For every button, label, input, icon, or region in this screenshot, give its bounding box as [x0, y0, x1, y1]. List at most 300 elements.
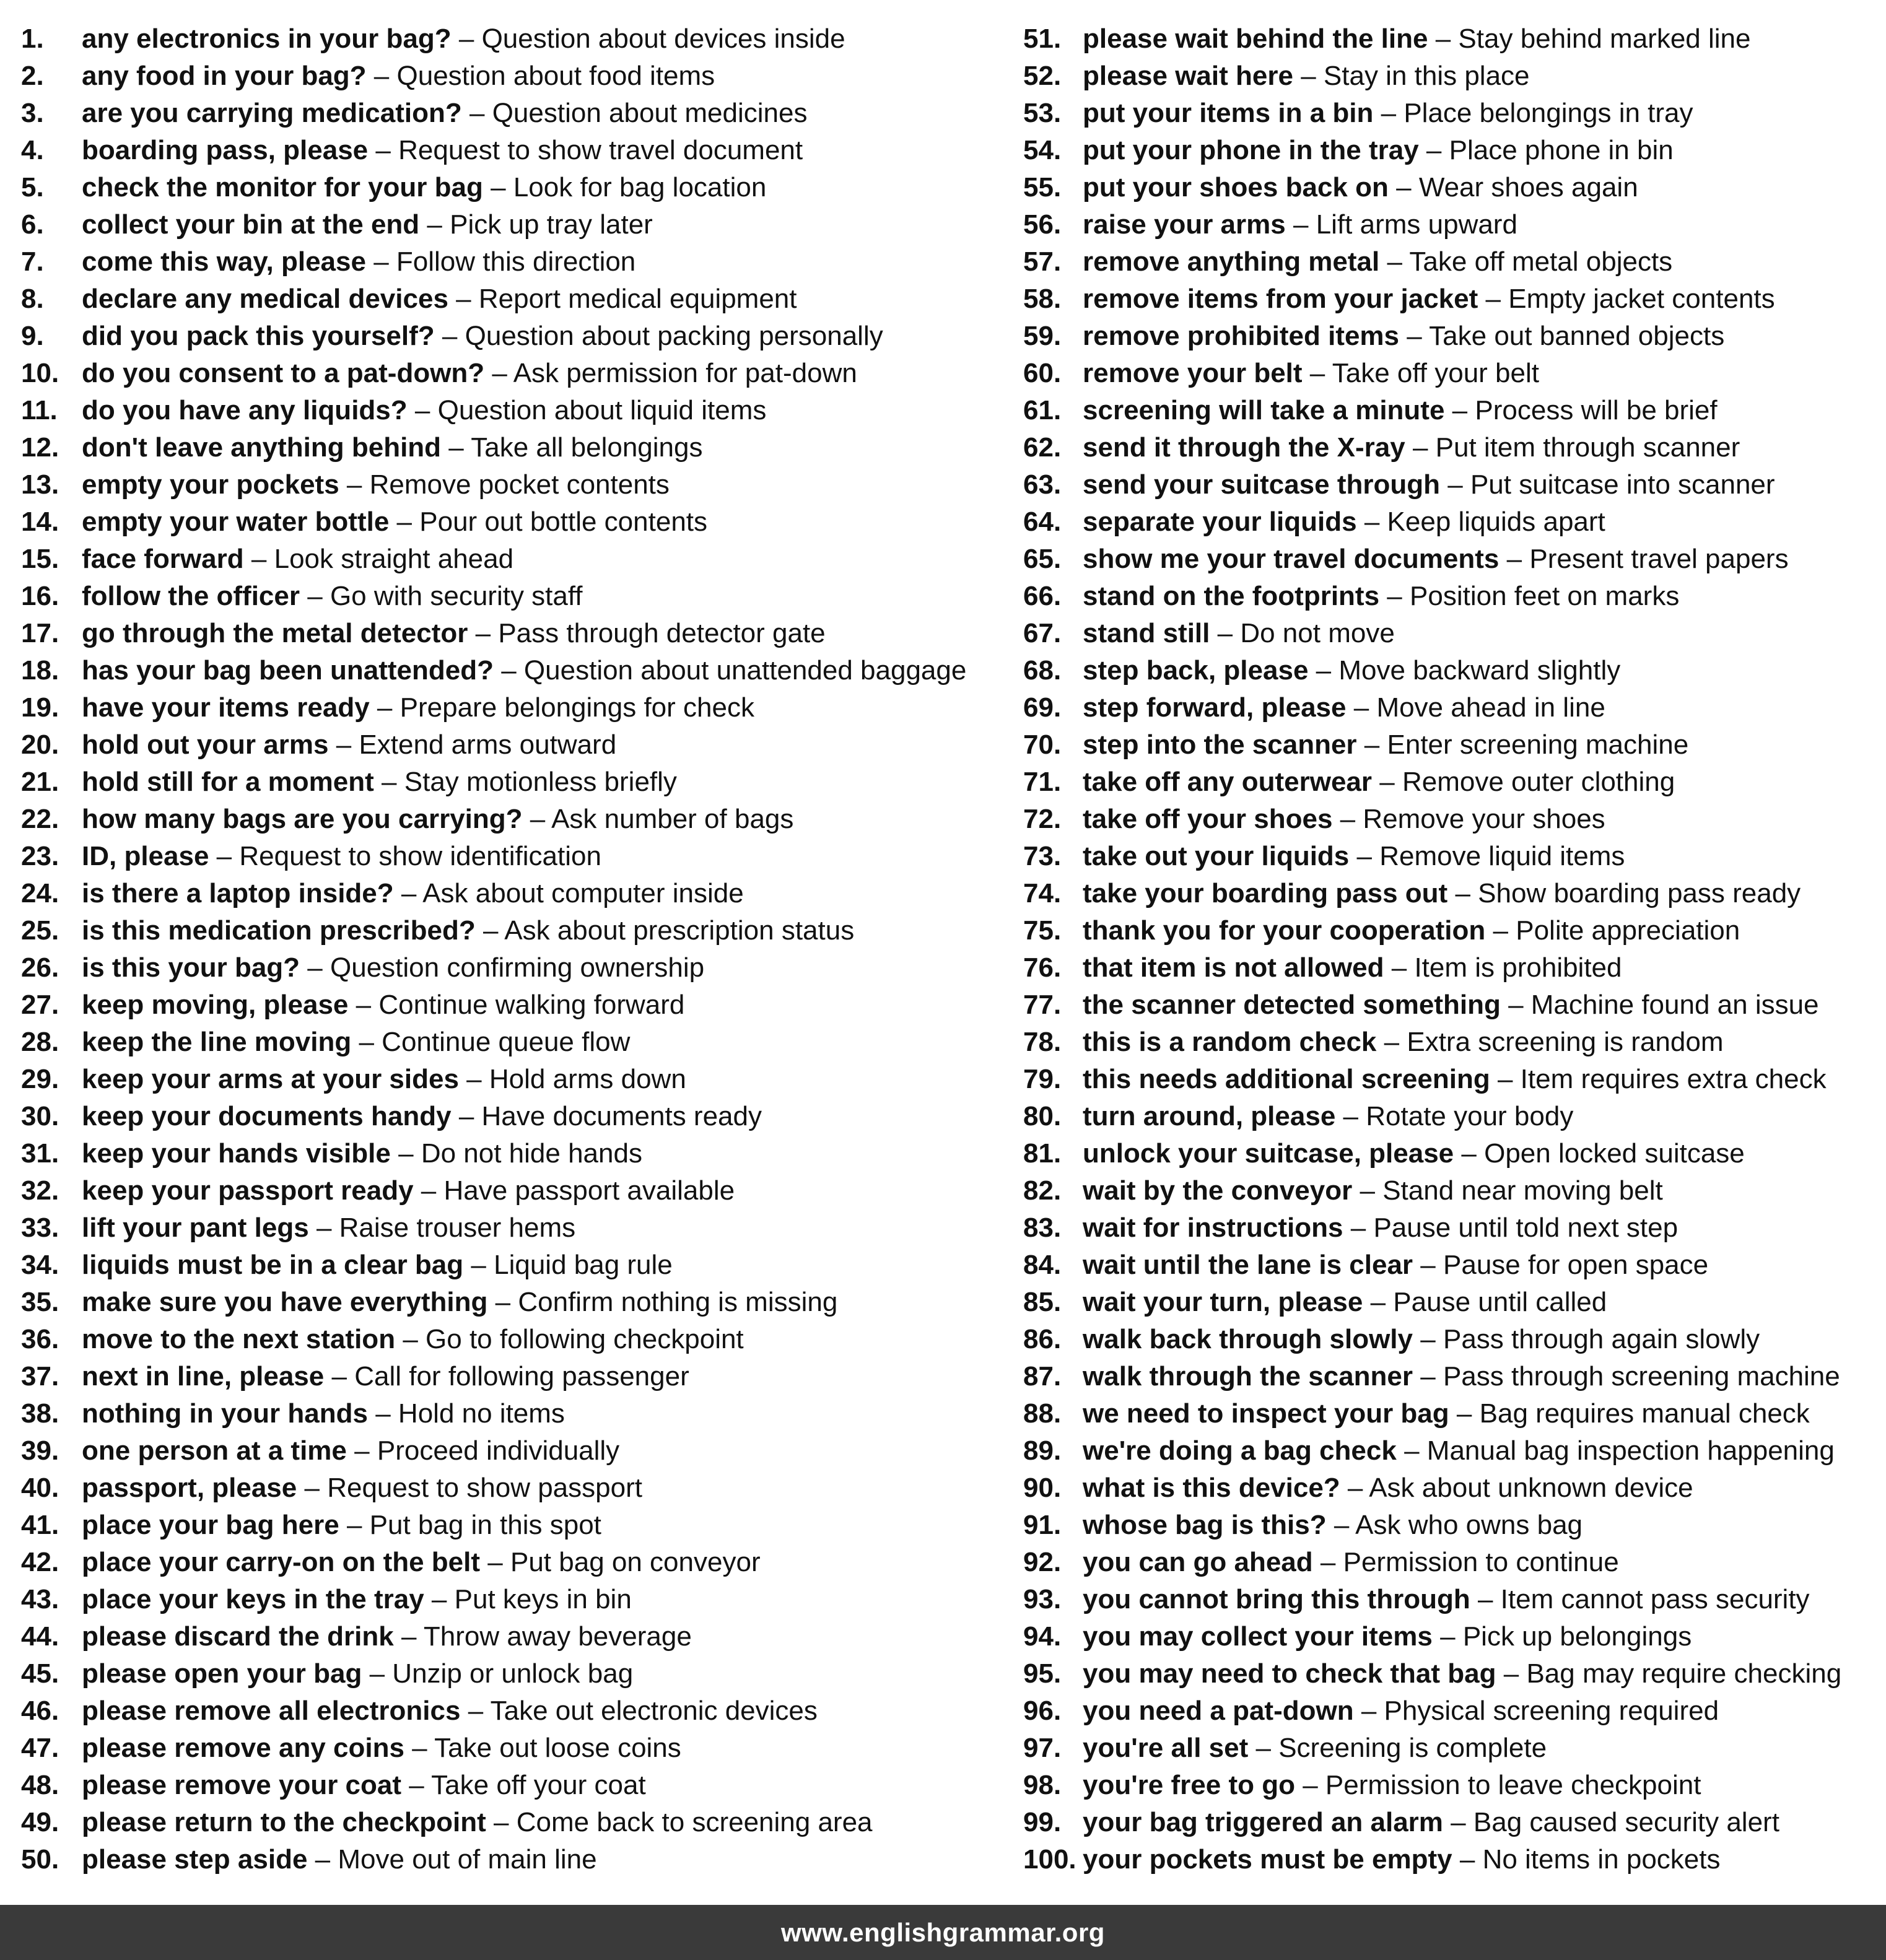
- phrase-term: empty your water bottle: [82, 507, 390, 537]
- separator-dash: –: [1303, 1770, 1318, 1800]
- phrase-meaning: Look for bag location: [513, 172, 767, 203]
- phrase-term: whose bag is this?: [1083, 1510, 1327, 1540]
- phrase-term: boarding pass, please: [82, 135, 369, 165]
- separator-dash: –: [1379, 767, 1395, 797]
- item-number: 10.: [21, 358, 59, 388]
- separator-dash: –: [414, 395, 430, 425]
- phrase-term: ID, please: [82, 841, 209, 871]
- item-number: 17.: [21, 618, 59, 648]
- list-item: [1023, 949, 1622, 987]
- list-item: [21, 466, 670, 503]
- separator-dash: –: [1384, 1027, 1400, 1057]
- item-number: 33.: [21, 1213, 59, 1243]
- separator-dash: –: [1309, 358, 1325, 388]
- phrase-meaning: Pass through detector gate: [498, 618, 826, 648]
- phrase-meaning: Request to show identification: [239, 841, 601, 871]
- item-number: 27.: [21, 990, 59, 1020]
- item-number: 57.: [1023, 246, 1062, 277]
- separator-dash: –: [1316, 655, 1332, 686]
- phrase-term: raise your arms: [1083, 209, 1286, 240]
- list-item: [1023, 1395, 1810, 1432]
- item-number: 6.: [21, 209, 44, 240]
- list-item: [1023, 1730, 1547, 1767]
- item-number: 99.: [1023, 1807, 1062, 1837]
- phrase-term: passport, please: [82, 1473, 297, 1503]
- footer-website-link[interactable]: www.englishgrammar.org: [781, 1917, 1105, 1947]
- phrase-meaning: Report medical equipment: [478, 284, 797, 314]
- item-number: 93.: [1023, 1584, 1062, 1614]
- phrase-meaning: Look straight ahead: [274, 544, 514, 574]
- phrase-term: check the monitor for your bag: [82, 172, 483, 203]
- phrase-meaning: Continue walking forward: [378, 990, 685, 1020]
- phrase-term: stand still: [1083, 618, 1210, 648]
- phrase-meaning: Stay in this place: [1323, 61, 1530, 91]
- phrase-term: remove prohibited items: [1083, 321, 1400, 351]
- phrase-term: show me your travel documents: [1083, 544, 1500, 574]
- item-number: 25.: [21, 915, 59, 946]
- separator-dash: –: [491, 172, 506, 203]
- separator-dash: –: [501, 655, 517, 686]
- item-number: 43.: [21, 1584, 59, 1614]
- item-number: 42.: [21, 1547, 59, 1577]
- phrase-term: separate your liquids: [1083, 507, 1357, 537]
- separator-dash: –: [1293, 209, 1309, 240]
- list-item: [1023, 1507, 1583, 1544]
- list-item: [1023, 58, 1530, 95]
- phrase-term: wait until the lane is clear: [1083, 1250, 1413, 1280]
- phrase-term: do you consent to a pat-down?: [82, 358, 485, 388]
- item-number: 76.: [1023, 952, 1062, 983]
- phrase-term: face forward: [82, 544, 244, 574]
- item-number: 98.: [1023, 1770, 1062, 1800]
- separator-dash: –: [1320, 1547, 1336, 1577]
- separator-dash: –: [375, 135, 391, 165]
- phrase-meaning: Confirm nothing is missing: [518, 1287, 838, 1317]
- separator-dash: –: [1343, 1101, 1359, 1131]
- list-item: [1023, 1358, 1840, 1395]
- item-number: 21.: [21, 767, 59, 797]
- list-item: [1023, 1209, 1678, 1247]
- item-number: 51.: [1023, 24, 1062, 54]
- phrase-meaning: Move backward slightly: [1338, 655, 1621, 686]
- phrase-meaning: Item requires extra check: [1520, 1064, 1827, 1094]
- phrase-term: declare any medical devices: [82, 284, 448, 314]
- list-item: [1023, 1061, 1827, 1098]
- list-item: [21, 652, 966, 689]
- phrase-term: keep your passport ready: [82, 1175, 414, 1206]
- list-item: [1023, 689, 1605, 726]
- phrase-term: did you pack this yourself?: [82, 321, 435, 351]
- list-item: [1023, 578, 1679, 615]
- separator-dash: –: [1407, 321, 1422, 351]
- item-number: 40.: [21, 1473, 59, 1503]
- item-number: 41.: [21, 1510, 59, 1540]
- separator-dash: –: [1497, 1064, 1513, 1094]
- list-item: [21, 1061, 686, 1098]
- phrase-meaning: Prepare belongings for check: [399, 692, 754, 723]
- phrase-term: the scanner detected something: [1083, 990, 1501, 1020]
- phrase-meaning: Remove outer clothing: [1402, 767, 1675, 797]
- list-item: [1023, 1618, 1692, 1655]
- list-item: [21, 20, 845, 58]
- separator-dash: –: [1360, 1175, 1375, 1206]
- list-item: [1023, 1432, 1835, 1470]
- phrase-term: wait your turn, please: [1083, 1287, 1363, 1317]
- phrase-meaning: Throw away beverage: [423, 1621, 692, 1652]
- list-item: [21, 429, 702, 466]
- separator-dash: –: [1255, 1733, 1271, 1763]
- phrase-term: is there a laptop inside?: [82, 878, 394, 908]
- list-item: [21, 1321, 744, 1358]
- phrase-meaning: Machine found an issue: [1530, 990, 1819, 1020]
- item-number: 82.: [1023, 1175, 1062, 1206]
- separator-dash: –: [1364, 730, 1380, 760]
- item-number: 89.: [1023, 1435, 1062, 1466]
- phrase-meaning: Take all belongings: [471, 432, 703, 463]
- list-item: [1023, 1321, 1760, 1358]
- separator-dash: –: [1350, 1213, 1366, 1243]
- phrase-meaning: Bag requires manual check: [1479, 1398, 1810, 1429]
- item-number: 96.: [1023, 1696, 1062, 1726]
- separator-dash: –: [1435, 24, 1451, 54]
- separator-dash: –: [1396, 172, 1412, 203]
- item-number: 24.: [21, 878, 59, 908]
- separator-dash: –: [1387, 581, 1402, 611]
- item-number: 23.: [21, 841, 59, 871]
- phrase-meaning: No items in pockets: [1482, 1844, 1721, 1875]
- phrase-meaning: Question about unattended baggage: [523, 655, 967, 686]
- item-number: 20.: [21, 730, 59, 760]
- item-number: 68.: [1023, 655, 1062, 686]
- separator-dash: –: [1381, 98, 1397, 128]
- phrase-meaning: Pick up belongings: [1462, 1621, 1692, 1652]
- phrase-meaning: Raise trouser hems: [339, 1213, 576, 1243]
- list-item: [1023, 1804, 1779, 1841]
- item-number: 14.: [21, 507, 59, 537]
- separator-dash: –: [458, 24, 474, 54]
- item-number: 69.: [1023, 692, 1062, 723]
- item-number: 15.: [21, 544, 59, 574]
- item-number: 54.: [1023, 135, 1062, 165]
- phrase-term: this needs additional screening: [1083, 1064, 1490, 1094]
- phrase-meaning: Permission to leave checkpoint: [1325, 1770, 1701, 1800]
- item-number: 28.: [21, 1027, 59, 1057]
- phrase-term: please wait here: [1083, 61, 1293, 91]
- separator-dash: –: [1340, 804, 1356, 834]
- phrase-meaning: Take out banned objects: [1429, 321, 1725, 351]
- separator-dash: –: [409, 1770, 424, 1800]
- separator-dash: –: [1459, 1844, 1475, 1875]
- item-number: 47.: [21, 1733, 59, 1763]
- list-item: [21, 1692, 818, 1730]
- separator-dash: –: [427, 209, 442, 240]
- list-item: [21, 1098, 762, 1135]
- phrase-term: you're free to go: [1083, 1770, 1295, 1800]
- phrase-meaning: Take off your belt: [1332, 358, 1539, 388]
- separator-dash: –: [530, 804, 546, 834]
- phrase-term: we need to inspect your bag: [1083, 1398, 1449, 1429]
- list-item: [1023, 541, 1789, 578]
- item-number: 48.: [21, 1770, 59, 1800]
- phrase-meaning: Hold arms down: [489, 1064, 686, 1094]
- phrase-meaning: Pause until told next step: [1373, 1213, 1679, 1243]
- item-number: 66.: [1023, 581, 1062, 611]
- phrase-meaning: Take out loose coins: [434, 1733, 681, 1763]
- phrase-term: follow the officer: [82, 581, 300, 611]
- phrase-term: move to the next station: [82, 1324, 396, 1354]
- item-number: 80.: [1023, 1101, 1062, 1131]
- phrase-meaning: Screening is complete: [1278, 1733, 1547, 1763]
- phrase-term: place your bag here: [82, 1510, 339, 1540]
- phrase-meaning: Bag caused security alert: [1473, 1807, 1779, 1837]
- list-item: [21, 1247, 673, 1284]
- list-item: [21, 1395, 565, 1432]
- list-item: [21, 355, 857, 392]
- phrase-meaning: Take off your coat: [431, 1770, 646, 1800]
- list-item: [21, 169, 766, 206]
- item-number: 73.: [1023, 841, 1062, 871]
- phrase-meaning: Put suitcase into scanner: [1470, 469, 1775, 500]
- item-number: 78.: [1023, 1027, 1062, 1057]
- item-number: 60.: [1023, 358, 1062, 388]
- item-number: 72.: [1023, 804, 1062, 834]
- separator-dash: –: [373, 61, 390, 91]
- item-number: 53.: [1023, 98, 1062, 128]
- item-number: 8.: [21, 284, 44, 314]
- item-number: 85.: [1023, 1287, 1062, 1317]
- item-number: 63.: [1023, 469, 1062, 500]
- phrase-term: take off any outerwear: [1083, 767, 1373, 797]
- phrase-term: your bag triggered an alarm: [1083, 1807, 1443, 1837]
- phrase-term: please remove your coat: [82, 1770, 402, 1800]
- phrase-meaning: Open locked suitcase: [1484, 1138, 1745, 1169]
- item-number: 55.: [1023, 172, 1062, 203]
- list-item: [1023, 20, 1750, 58]
- list-item: [1023, 1655, 1841, 1692]
- list-item: [1023, 1470, 1693, 1507]
- separator-dash: –: [331, 1361, 347, 1392]
- item-number: 4.: [21, 135, 44, 165]
- phrase-meaning: Ask who owns bag: [1355, 1510, 1583, 1540]
- phrase-meaning: Ask number of bags: [551, 804, 794, 834]
- phrase-meaning: Ask about prescription status: [504, 915, 855, 946]
- phrase-term: collect your bin at the end: [82, 209, 420, 240]
- list-item: [1023, 503, 1605, 541]
- list-item: [1023, 726, 1688, 764]
- separator-dash: –: [356, 990, 372, 1020]
- list-item: [1023, 281, 1775, 318]
- item-number: 91.: [1023, 1510, 1062, 1540]
- phrase-meaning: Put item through scanner: [1435, 432, 1740, 463]
- phrase-meaning: Call for following passenger: [354, 1361, 689, 1392]
- item-number: 22.: [21, 804, 59, 834]
- item-number: 32.: [21, 1175, 59, 1206]
- item-number: 86.: [1023, 1324, 1062, 1354]
- phrase-term: hold out your arms: [82, 730, 329, 760]
- phrase-meaning: Pour out bottle contents: [419, 507, 708, 537]
- item-number: 44.: [21, 1621, 59, 1652]
- separator-dash: –: [468, 1696, 484, 1726]
- list-item: [1023, 1024, 1723, 1061]
- phrase-term: place your carry-on on the belt: [82, 1547, 481, 1577]
- phrase-term: take off your shoes: [1083, 804, 1333, 834]
- item-number: 31.: [21, 1138, 59, 1169]
- separator-dash: –: [382, 767, 397, 797]
- separator-dash: –: [494, 1807, 509, 1837]
- phrase-term: take out your liquids: [1083, 841, 1350, 871]
- phrase-term: you're all set: [1083, 1733, 1249, 1763]
- list-item: [21, 318, 883, 355]
- list-item: [1023, 95, 1693, 132]
- phrase-meaning: Polite appreciation: [1516, 915, 1740, 946]
- list-item: [1023, 243, 1672, 281]
- separator-dash: –: [346, 1510, 362, 1540]
- list-item: [1023, 1841, 1721, 1878]
- separator-dash: –: [403, 1324, 418, 1354]
- separator-dash: –: [482, 915, 499, 946]
- phrase-term: what is this device?: [1083, 1473, 1340, 1503]
- phrase-meaning: Unzip or unlock bag: [392, 1658, 634, 1689]
- item-number: 56.: [1023, 209, 1062, 240]
- phrase-term: is this your bag?: [82, 952, 300, 983]
- list-item: [1023, 801, 1605, 838]
- phrase-meaning: Have documents ready: [481, 1101, 762, 1131]
- phrase-meaning: Permission to continue: [1343, 1547, 1619, 1577]
- item-number: 5.: [21, 172, 44, 203]
- phrase-term: thank you for your cooperation: [1083, 915, 1486, 946]
- list-item: [21, 1358, 689, 1395]
- phrase-meaning: Stay motionless briefly: [404, 767, 677, 797]
- phrase-meaning: Go with security staff: [330, 581, 583, 611]
- separator-dash: –: [1452, 395, 1468, 425]
- phrase-term: how many bags are you carrying?: [82, 804, 523, 834]
- phrase-meaning: Rotate your body: [1366, 1101, 1574, 1131]
- item-number: 83.: [1023, 1213, 1062, 1243]
- item-number: 92.: [1023, 1547, 1062, 1577]
- phrase-term: go through the metal detector: [82, 618, 468, 648]
- phrase-term: stand on the footprints: [1083, 581, 1380, 611]
- item-number: 35.: [21, 1287, 59, 1317]
- separator-dash: –: [1485, 284, 1501, 314]
- list-item: [21, 58, 715, 95]
- phrase-term: you need a pat-down: [1083, 1696, 1354, 1726]
- phrase-term: turn around, please: [1083, 1101, 1336, 1131]
- separator-dash: –: [1356, 841, 1372, 871]
- separator-dash: –: [1353, 692, 1369, 723]
- list-item: [21, 1024, 630, 1061]
- item-number: 16.: [21, 581, 59, 611]
- list-item: [21, 281, 797, 318]
- item-number: 84.: [1023, 1250, 1062, 1280]
- item-number: 95.: [1023, 1658, 1062, 1689]
- list-item: [21, 578, 583, 615]
- phrase-meaning: Position feet on marks: [1410, 581, 1680, 611]
- phrase-term: wait for instructions: [1083, 1213, 1343, 1243]
- item-number: 74.: [1023, 878, 1062, 908]
- phrase-term: send your suitcase through: [1083, 469, 1440, 500]
- phrase-term: step into the scanner: [1083, 730, 1357, 760]
- list-item: [21, 764, 677, 801]
- item-number: 19.: [21, 692, 59, 723]
- list-item: [1023, 987, 1819, 1024]
- phrase-meaning: Question about devices inside: [481, 24, 845, 54]
- list-item: [21, 1841, 597, 1878]
- separator-dash: –: [375, 1398, 391, 1429]
- phrase-term: this is a random check: [1083, 1027, 1377, 1057]
- phrase-term: keep the line moving: [82, 1027, 352, 1057]
- list-item: [21, 1507, 601, 1544]
- phrase-meaning: Ask permission for pat-down: [513, 358, 857, 388]
- list-item: [1023, 1284, 1607, 1321]
- phrase-meaning: Move ahead in line: [1376, 692, 1605, 723]
- list-item: [1023, 1098, 1573, 1135]
- separator-dash: –: [456, 284, 471, 314]
- phrase-meaning: Remove pocket contents: [369, 469, 670, 500]
- list-item: [21, 243, 635, 281]
- phrase-meaning: Lift arms upward: [1316, 209, 1517, 240]
- phrase-term: please remove all electronics: [82, 1696, 461, 1726]
- item-number: 71.: [1023, 767, 1062, 797]
- separator-dash: –: [1420, 1361, 1436, 1392]
- phrase-meaning: Present travel papers: [1529, 544, 1789, 574]
- list-item: [21, 392, 766, 429]
- phrase-meaning: Question about liquid items: [437, 395, 767, 425]
- phrase-meaning: Pause for open space: [1443, 1250, 1709, 1280]
- phrase-term: your pockets must be empty: [1083, 1844, 1452, 1875]
- separator-dash: –: [336, 730, 352, 760]
- separator-dash: –: [487, 1547, 503, 1577]
- separator-dash: –: [377, 692, 393, 723]
- separator-dash: –: [1391, 952, 1407, 983]
- list-item: [21, 801, 793, 838]
- separator-dash: –: [216, 841, 232, 871]
- list-item: [1023, 1172, 1663, 1209]
- phrase-term: one person at a time: [82, 1435, 347, 1466]
- separator-dash: –: [1301, 61, 1316, 91]
- list-item: [21, 726, 616, 764]
- phrase-term: you may need to check that bag: [1083, 1658, 1496, 1689]
- phrase-term: remove items from your jacket: [1083, 284, 1478, 314]
- separator-dash: –: [304, 1473, 320, 1503]
- list-item: [21, 503, 707, 541]
- separator-dash: –: [1426, 135, 1442, 165]
- list-item: [1023, 652, 1620, 689]
- separator-dash: –: [421, 1175, 437, 1206]
- phrase-meaning: Come back to screening area: [516, 1807, 873, 1837]
- separator-dash: –: [251, 544, 267, 574]
- separator-dash: –: [412, 1733, 427, 1763]
- phrase-meaning: Put bag in this spot: [369, 1510, 601, 1540]
- item-number: 64.: [1023, 507, 1062, 537]
- phrase-term: wait by the conveyor: [1083, 1175, 1353, 1206]
- phrase-meaning: Process will be brief: [1475, 395, 1718, 425]
- phrase-term: unlock your suitcase, please: [1083, 1138, 1454, 1169]
- phrase-meaning: Place phone in bin: [1449, 135, 1674, 165]
- phrase-term: put your phone in the tray: [1083, 135, 1419, 165]
- separator-dash: –: [471, 1250, 486, 1280]
- phrase-meaning: Pick up tray later: [450, 209, 653, 240]
- list-item: [21, 1432, 619, 1470]
- separator-dash: –: [458, 1101, 474, 1131]
- item-number: 1.: [21, 24, 44, 54]
- phrase-meaning: Put bag on conveyor: [510, 1547, 761, 1577]
- list-item: [1023, 615, 1395, 652]
- item-number: 36.: [21, 1324, 59, 1354]
- list-item: [21, 949, 704, 987]
- list-item: [21, 206, 653, 243]
- phrase-meaning: Wear shoes again: [1418, 172, 1638, 203]
- separator-dash: –: [1420, 1324, 1436, 1354]
